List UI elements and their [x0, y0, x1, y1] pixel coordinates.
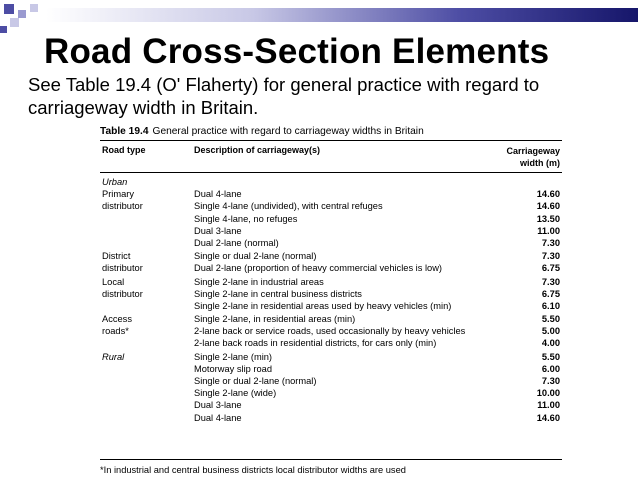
table-row [100, 225, 562, 237]
slide-subtitle: See Table 19.4 (O' Flaherty) for general practice with regard to carriageway width in Britain. [28, 74, 540, 118]
description-cell: Single 2-lane in residential areas used by heavy vehicles (min) [194, 300, 452, 311]
description-cell: Dual 3-lane [194, 225, 242, 236]
table-row [100, 363, 562, 375]
table-number: Table 19.4 [100, 126, 149, 137]
description-cell: Dual 4-lane [194, 412, 242, 423]
header-width [506, 145, 560, 169]
table-group [100, 176, 562, 249]
table-row [100, 200, 562, 212]
carriageway-width-table [100, 125, 562, 425]
table-row [100, 387, 562, 399]
width-cell: 14.60 [536, 201, 560, 212]
width-cell: 10.00 [536, 388, 560, 399]
table-group [100, 276, 562, 313]
table-row [100, 262, 562, 274]
description-cell: Single 2-lane (min) [194, 351, 273, 362]
description-cell: Single 4-lane (undivided), with central refuges [194, 201, 383, 212]
table-body [100, 173, 562, 425]
width-cell: 6.10 [541, 300, 560, 311]
deco-square-5 [0, 26, 7, 33]
road-type-cell: Urban [102, 177, 128, 187]
width-cell: 7.30 [541, 237, 560, 248]
description-cell: Single 2-lane, in residential areas (min) [194, 314, 356, 325]
width-cell: 6.75 [541, 263, 560, 274]
width-cell: 5.50 [541, 351, 560, 362]
description-cell: Motorway slip road [194, 363, 273, 374]
road-type-cell: distributor [102, 201, 143, 212]
width-cell: 14.60 [536, 189, 560, 200]
width-cell: 6.00 [541, 363, 560, 374]
table-caption [100, 125, 562, 140]
header-road-type: Road type [102, 145, 146, 155]
width-cell: 11.00 [537, 225, 560, 236]
table-header-row [100, 141, 562, 172]
table-row [100, 250, 562, 262]
table-row [100, 288, 562, 300]
description-cell: Dual 4-lane [194, 189, 242, 200]
table-row [100, 351, 562, 363]
description-cell: 2-lane back or service roads, used occasionally by heavy vehicles [194, 326, 466, 337]
table-row [100, 375, 562, 387]
road-type-cell: distributor [102, 288, 143, 299]
deco-square-4 [30, 4, 38, 12]
table-bottom-rule [100, 459, 562, 460]
table-row [100, 213, 562, 225]
road-type-cell: roads* [102, 326, 129, 337]
width-cell: 7.30 [541, 376, 560, 386]
width-cell: 5.00 [541, 326, 560, 337]
table-row [100, 276, 562, 288]
table-row [100, 399, 562, 411]
deco-square-2 [18, 10, 26, 18]
table-row [100, 300, 562, 312]
description-cell: Dual 2-lane (proportion of heavy commercial vehicles is low) [194, 263, 443, 274]
table-footnote: *In industrial and central business districts local distributor widths are used [100, 465, 406, 475]
road-type-cell: distributor [102, 263, 143, 274]
table-group [100, 351, 562, 424]
width-cell: 7.30 [541, 251, 560, 262]
slide-title: Road Cross-Section Elements [44, 32, 550, 71]
width-cell: 5.50 [541, 314, 560, 325]
table-row [100, 313, 562, 325]
deco-square-3 [10, 18, 19, 27]
width-cell: 4.00 [541, 338, 560, 349]
header-width-line1: Carriageway [506, 146, 560, 156]
road-type-cell: Local [102, 276, 125, 287]
description-cell: Single or dual 2-lane (normal) [194, 376, 317, 386]
road-type-cell: Access [102, 314, 132, 325]
header-description: Description of carriageway(s) [194, 145, 321, 155]
table-row [100, 188, 562, 200]
description-cell: Single 2-lane in industrial areas [194, 276, 324, 287]
table-row [100, 176, 562, 188]
header-decoration [0, 0, 638, 30]
table-group [100, 313, 562, 350]
description-cell: Dual 3-lane [194, 400, 242, 411]
deco-square-1 [4, 4, 14, 14]
width-cell: 6.75 [541, 288, 560, 299]
table-row [100, 237, 562, 249]
description-cell: Single 2-lane (wide) [194, 388, 277, 399]
road-type-cell: Rural [102, 351, 125, 362]
width-cell: 11.00 [537, 400, 560, 411]
description-cell: Dual 2-lane (normal) [194, 237, 279, 248]
description-cell: Single or dual 2-lane (normal) [194, 251, 317, 262]
description-cell: 2-lane back roads in residential districts, for cars only (min) [194, 338, 437, 349]
header-width-line2: width (m) [520, 158, 560, 168]
width-cell: 14.60 [536, 412, 560, 423]
table-row [100, 337, 562, 349]
width-cell: 7.30 [541, 276, 560, 287]
width-cell: 13.50 [536, 213, 560, 224]
deco-gradient-bar [46, 8, 638, 22]
table-group [100, 250, 562, 274]
road-type-cell: District [102, 251, 131, 262]
road-type-cell: Primary [102, 189, 135, 200]
table-row [100, 325, 562, 337]
group-spacer [100, 424, 562, 425]
description-cell: Single 2-lane in central business districts [194, 288, 362, 299]
table-row [100, 412, 562, 424]
table-caption-text: General practice with regard to carriageway widths in Britain [152, 126, 424, 137]
description-cell: Single 4-lane, no refuges [194, 213, 298, 224]
